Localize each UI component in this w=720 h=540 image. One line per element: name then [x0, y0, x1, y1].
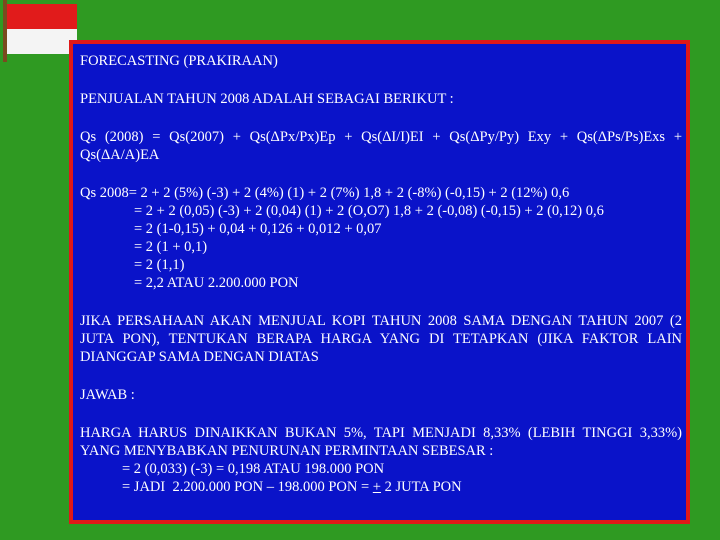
calculation-block: [80, 184, 682, 292]
slide-content: [80, 52, 682, 496]
calc-steps: [80, 202, 682, 292]
plus-minus-sign: +: [372, 479, 381, 495]
answer-label: JAWAB :: [80, 387, 135, 403]
answer-block: [80, 424, 682, 496]
calc-step: = 2 + 2 (0,05) (-3) + 2 (0,04) (1) + 2 (O,O7) 1,8 + 2 (-0,08) (-0,15) + 2 (0,12) 0,6: [134, 203, 604, 219]
answer-step: = 2 (0,033) (-3) = 0,198 ATAU 198.000 PON: [122, 461, 385, 477]
slide-panel: [69, 40, 690, 524]
indonesia-flag-icon: [7, 4, 77, 54]
calc-step: = 2 (1-0,15) + 0,04 + 0,126 + 0,012 + 0,07: [134, 221, 382, 237]
calc-first-line: Qs 2008= 2 + 2 (5%) (-3) + 2 (4%) (1) + 2 (7%) 1,8 + 2 (-8%) (-0,15) + 2 (12%) 0,6: [80, 185, 570, 201]
calc-step: = 2,2 ATAU 2.200.000 PON: [134, 275, 299, 291]
answer-text: HARGA HARUS DINAIKKAN BUKAN 5%, TAPI MENJADI 8,33% (LEBIH TINGGI 3,33%) YANG MENYBABKAN PENURUNAN PERMINTAAN SEBESAR :: [80, 425, 682, 459]
flag-white-stripe: [7, 29, 77, 54]
calc-step: = 2 (1,1): [134, 257, 185, 273]
answer-step-result: 2 JUTA PON: [380, 479, 462, 495]
formula-text: Qs (2008) = Qs(2007) + Qs(ΔPx/Px)Ep + Qs(ΔI/I)EI + Qs(ΔPy/Py) Exy + Qs(ΔPs/Ps)Exs + Qs(ΔA/A)EA: [80, 129, 682, 163]
slide-title: FORECASTING (PRAKIRAAN): [80, 53, 278, 69]
calc-step: = 2 (1 + 0,1): [134, 239, 208, 255]
flag-red-stripe: [7, 4, 77, 29]
intro-text: PENJUALAN TAHUN 2008 ADALAH SEBAGAI BERIKUT :: [80, 91, 454, 107]
answer-step-text: = JADI 2.200.000 PON – 198.000 PON =: [122, 479, 373, 495]
question-text: JIKA PERSAHAAN AKAN MENJUAL KOPI TAHUN 2008 SAMA DENGAN TAHUN 2007 (2 JUTA PON), TENTUKAN BERAPA HARGA YANG DI TETAPKAN (JIKA FAKTOR LAIN DIANGGAP SAMA DENGAN DIATAS: [80, 313, 682, 365]
answer-step: [122, 478, 682, 496]
answer-steps: [80, 460, 682, 496]
